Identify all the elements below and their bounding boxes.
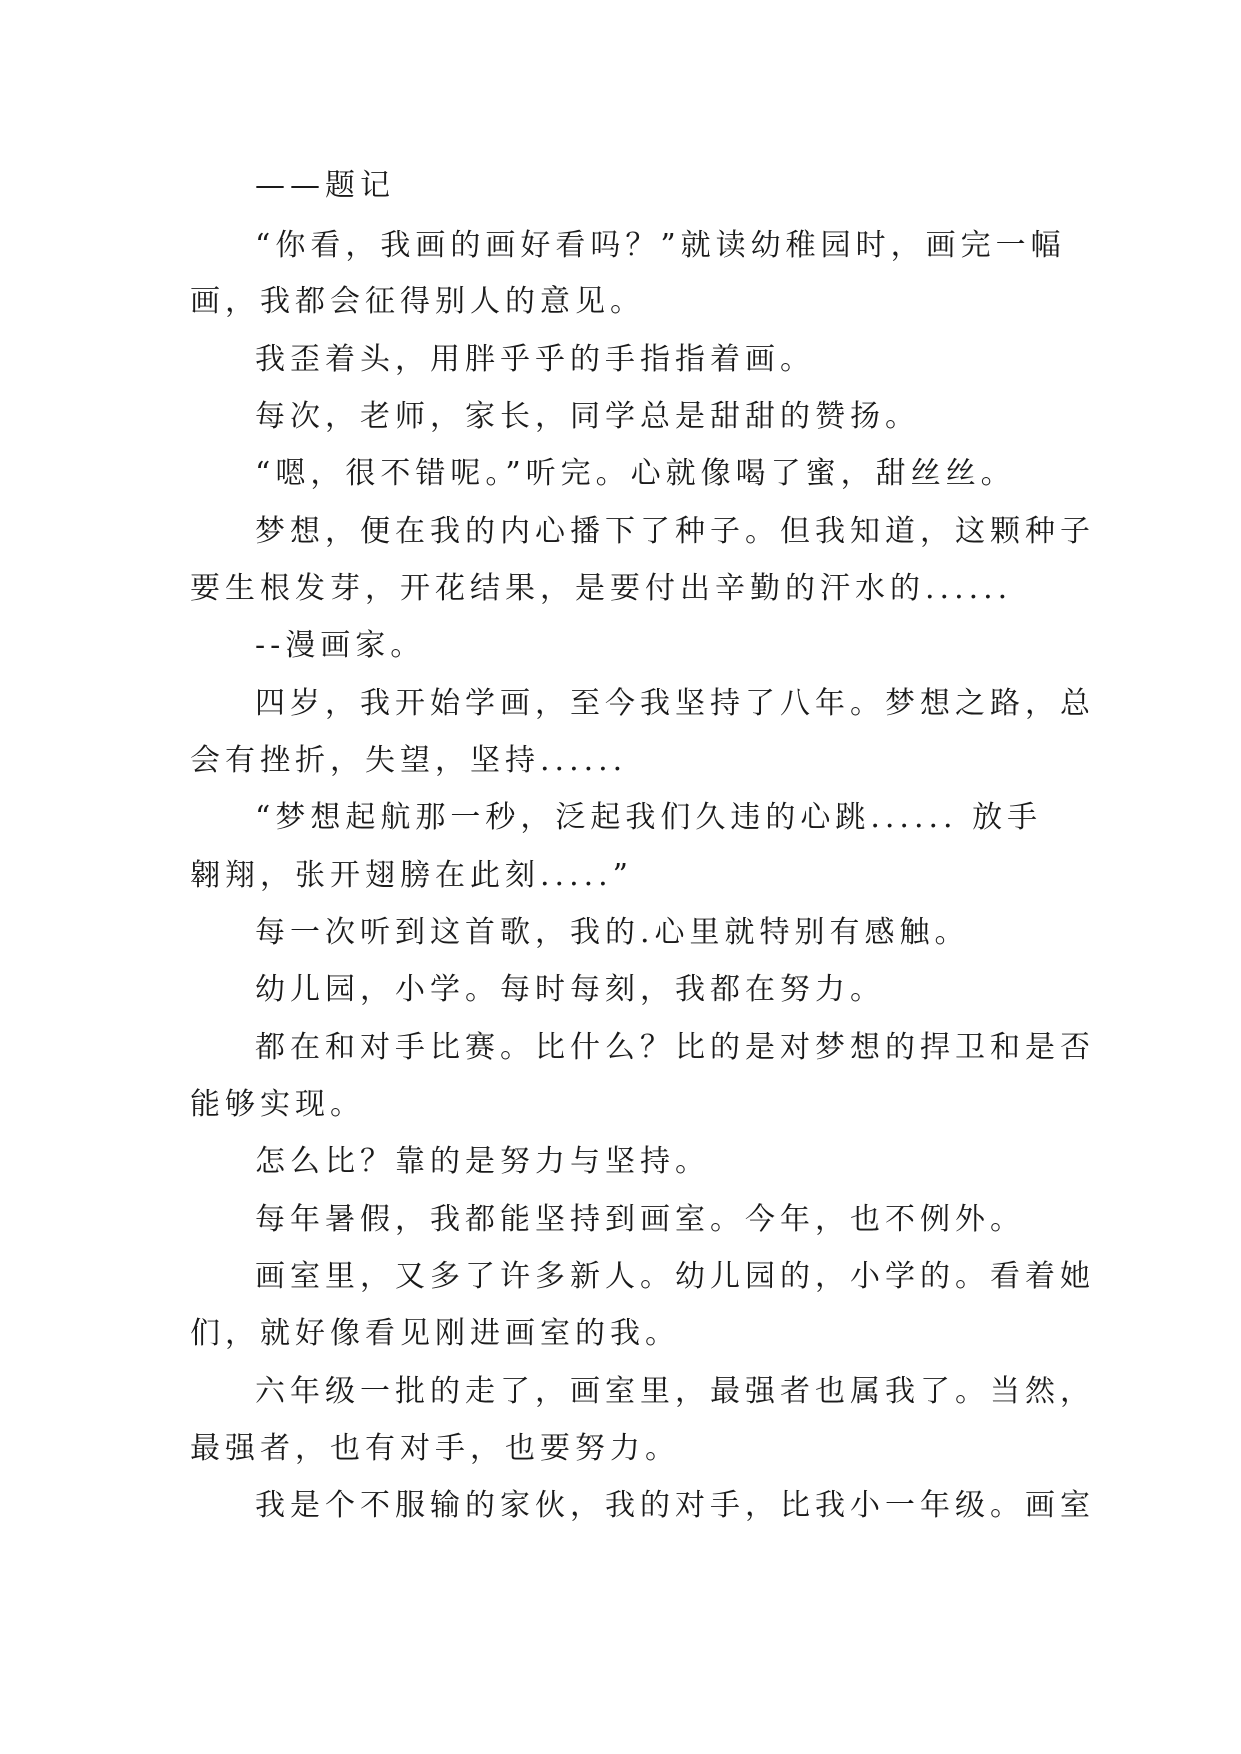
text-line: 会有挫折，失望，坚持...... bbox=[190, 743, 628, 778]
text-line: 要生根发芽，开花结果，是要付出辛勤的汗水的...... bbox=[190, 571, 1013, 606]
text-line: 我是个不服输的家伙，我的对手，比我小一年级。画室 bbox=[255, 1488, 1095, 1523]
text-line: 梦想，便在我的内心播下了种子。但我知道，这颗种子 bbox=[255, 514, 1095, 549]
text-line: 每一次听到这首歌，我的.心里就特别有感触。 bbox=[255, 915, 970, 950]
text-line: 翱翔，张开翅膀在此刻.....” bbox=[190, 858, 634, 893]
text-line: 画室里，又多了许多新人。幼儿园的，小学的。看着她 bbox=[255, 1259, 1095, 1294]
text-line: 最强者，也有对手，也要努力。 bbox=[190, 1431, 680, 1466]
text-line: 六年级一批的走了，画室里，最强者也属我了。当然， bbox=[255, 1374, 1095, 1409]
text-line: 们，就好像看见刚进画室的我。 bbox=[190, 1316, 680, 1351]
text-line: ——题记 bbox=[255, 168, 395, 203]
text-line: “嗯，很不错呢。”听完。心就像喝了蜜，甜丝丝。 bbox=[255, 456, 1016, 491]
text-line: 能够实现。 bbox=[190, 1087, 365, 1122]
text-line: 四岁，我开始学画，至今我坚持了八年。梦想之路，总 bbox=[255, 686, 1095, 721]
text-line: 怎么比？靠的是努力与坚持。 bbox=[255, 1144, 710, 1179]
text-line: 每次，老师，家长，同学总是甜甜的赞扬。 bbox=[255, 399, 920, 434]
text-line: 都在和对手比赛。比什么？比的是对梦想的捍卫和是否 bbox=[255, 1030, 1095, 1065]
text-line: --漫画家。 bbox=[255, 628, 426, 663]
text-line: “你看，我画的画好看吗？”就读幼稚园时，画完一幅 bbox=[255, 228, 1066, 263]
text-line: “梦想起航那一秒，泛起我们久违的心跳...... 放手 bbox=[255, 800, 1043, 835]
text-line: 我歪着头，用胖乎乎的手指指着画。 bbox=[255, 342, 815, 377]
text-line: 画，我都会征得别人的意见。 bbox=[190, 284, 645, 319]
text-line: 幼儿园，小学。每时每刻，我都在努力。 bbox=[255, 972, 885, 1007]
text-line: 每年暑假，我都能坚持到画室。今年，也不例外。 bbox=[255, 1202, 1025, 1237]
